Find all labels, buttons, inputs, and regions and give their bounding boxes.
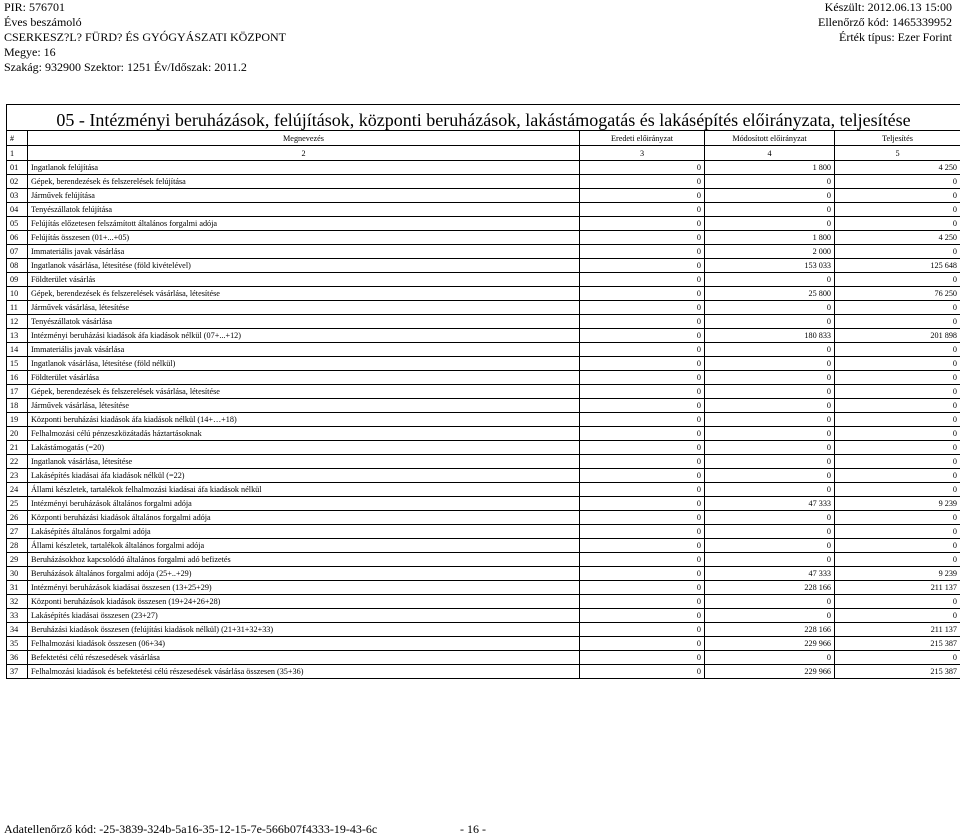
row-modified: 229 966 — [705, 665, 835, 679]
row-original: 0 — [580, 217, 705, 231]
value-type: Érték típus: Ezer Forint — [839, 30, 952, 44]
column-header-original: Eredeti előirányzat — [580, 131, 705, 146]
row-original: 0 — [580, 273, 705, 287]
row-original: 0 — [580, 329, 705, 343]
table-row — [7, 273, 960, 287]
table-row — [7, 413, 960, 427]
row-completion: 0 — [835, 539, 960, 553]
table-row — [7, 259, 960, 273]
row-original: 0 — [580, 553, 705, 567]
report-type: Éves beszámoló — [4, 15, 82, 29]
row-completion: 125 648 — [835, 259, 960, 273]
table-row — [7, 651, 960, 665]
row-number: 22 — [7, 455, 28, 469]
row-name: Központi beruházási kiadások áfa kiadások nélkül (14+…+18) — [28, 413, 580, 427]
table-row — [7, 469, 960, 483]
table-title: 05 - Intézményi beruházások, felújítások, központi beruházások, lakástámogatás és lakásépítés előirányzata, teljesítése — [56, 110, 911, 130]
row-original: 0 — [580, 287, 705, 301]
row-original: 0 — [580, 413, 705, 427]
row-completion: 0 — [835, 273, 960, 287]
row-modified: 0 — [705, 525, 835, 539]
row-modified: 0 — [705, 399, 835, 413]
row-modified: 2 000 — [705, 245, 835, 259]
row-name: Gépek, berendezések és felszerelések vásárlása, létesítése — [28, 287, 580, 301]
page-number: - 16 - — [460, 822, 486, 836]
table-row — [7, 609, 960, 623]
column-number-5: 5 — [835, 146, 960, 161]
row-number: 26 — [7, 511, 28, 525]
table-row — [7, 637, 960, 651]
row-name: Földterület vásárlás — [28, 273, 580, 287]
table-row — [7, 483, 960, 497]
row-completion: 211 137 — [835, 581, 960, 595]
row-name: Immateriális javak vásárlása — [28, 245, 580, 259]
row-modified: 0 — [705, 301, 835, 315]
row-number: 32 — [7, 595, 28, 609]
row-original: 0 — [580, 651, 705, 665]
row-number: 04 — [7, 203, 28, 217]
row-original: 0 — [580, 637, 705, 651]
row-modified: 0 — [705, 483, 835, 497]
row-modified: 228 166 — [705, 581, 835, 595]
row-modified: 228 166 — [705, 623, 835, 637]
column-header-name: Megnevezés — [28, 131, 580, 146]
table-row — [7, 161, 960, 175]
row-name: Beruházások általános forgalmi adója (25+..+29) — [28, 567, 580, 581]
row-number: 15 — [7, 357, 28, 371]
row-modified: 0 — [705, 203, 835, 217]
column-header-row — [7, 131, 960, 146]
row-original: 0 — [580, 371, 705, 385]
row-number: 18 — [7, 399, 28, 413]
row-original: 0 — [580, 539, 705, 553]
row-modified: 0 — [705, 385, 835, 399]
row-original: 0 — [580, 581, 705, 595]
row-number: 35 — [7, 637, 28, 651]
row-modified: 0 — [705, 413, 835, 427]
row-modified: 0 — [705, 315, 835, 329]
row-original: 0 — [580, 595, 705, 609]
row-modified: 229 966 — [705, 637, 835, 651]
row-modified: 0 — [705, 273, 835, 287]
row-name: Tenyészállatok felújítása — [28, 203, 580, 217]
row-name: Intézményi beruházások általános forgalmi adója — [28, 497, 580, 511]
table-row — [7, 539, 960, 553]
row-original: 0 — [580, 427, 705, 441]
table-row — [7, 665, 960, 679]
row-name: Beruházási kiadások összesen (felújítási kiadások nélkül) (21+31+32+33) — [28, 623, 580, 637]
row-original: 0 — [580, 357, 705, 371]
row-number: 02 — [7, 175, 28, 189]
row-name: Lakásépítés kiadásai áfa kiadások nélkül (=22) — [28, 469, 580, 483]
table-row — [7, 371, 960, 385]
row-original: 0 — [580, 189, 705, 203]
row-completion: 0 — [835, 511, 960, 525]
county: Megye: 16 — [4, 45, 56, 59]
row-modified: 0 — [705, 609, 835, 623]
row-name: Intézményi beruházások kiadásai összesen (13+25+29) — [28, 581, 580, 595]
row-name: Intézményi beruházási kiadások áfa kiadások nélkül (07+...+12) — [28, 329, 580, 343]
row-modified: 180 833 — [705, 329, 835, 343]
row-name: Gépek, berendezések és felszerelések vásárlása, létesítése — [28, 385, 580, 399]
row-original: 0 — [580, 567, 705, 581]
data-check-code: Adatellenőrző kód: -25-3839-324b-5a16-35-12-15-7e-566b07f4333-19-43-6c — [4, 822, 378, 836]
row-modified: 0 — [705, 371, 835, 385]
row-modified: 0 — [705, 511, 835, 525]
row-completion: 0 — [835, 189, 960, 203]
row-name: Felújítás összesen (01+...+05) — [28, 231, 580, 245]
row-original: 0 — [580, 665, 705, 679]
row-completion: 0 — [835, 483, 960, 497]
table-row — [7, 525, 960, 539]
row-name: Immateriális javak vásárlása — [28, 343, 580, 357]
row-number: 23 — [7, 469, 28, 483]
row-original: 0 — [580, 609, 705, 623]
row-name: Lakásépítés általános forgalmi adója — [28, 525, 580, 539]
row-original: 0 — [580, 203, 705, 217]
table-row — [7, 203, 960, 217]
row-original: 0 — [580, 301, 705, 315]
row-number: 05 — [7, 217, 28, 231]
row-original: 0 — [580, 455, 705, 469]
row-modified: 153 033 — [705, 259, 835, 273]
row-name: Ingatlanok vásárlása, létesítése — [28, 455, 580, 469]
report-header-left — [4, 0, 286, 75]
row-modified: 47 333 — [705, 497, 835, 511]
row-original: 0 — [580, 399, 705, 413]
table-row — [7, 455, 960, 469]
row-modified: 0 — [705, 469, 835, 483]
row-modified: 0 — [705, 553, 835, 567]
row-modified: 0 — [705, 217, 835, 231]
table-row — [7, 441, 960, 455]
row-completion: 0 — [835, 553, 960, 567]
row-original: 0 — [580, 623, 705, 637]
row-name: Tenyészállatok vásárlása — [28, 315, 580, 329]
row-number: 20 — [7, 427, 28, 441]
row-completion: 4 250 — [835, 161, 960, 175]
table-row — [7, 595, 960, 609]
row-original: 0 — [580, 525, 705, 539]
row-completion: 0 — [835, 525, 960, 539]
row-name: Járművek vásárlása, létesítése — [28, 301, 580, 315]
row-completion: 0 — [835, 469, 960, 483]
row-completion: 0 — [835, 245, 960, 259]
row-number: 30 — [7, 567, 28, 581]
table-body — [7, 161, 960, 679]
row-name: Járművek vásárlása, létesítése — [28, 399, 580, 413]
row-modified: 0 — [705, 357, 835, 371]
row-completion: 0 — [835, 217, 960, 231]
row-original: 0 — [580, 385, 705, 399]
row-number: 01 — [7, 161, 28, 175]
row-completion: 9 239 — [835, 567, 960, 581]
row-modified: 0 — [705, 175, 835, 189]
row-name: Felhalmozási kiadások és befektetési célú részesedések vásárlása összesen (35+36) — [28, 665, 580, 679]
row-modified: 47 333 — [705, 567, 835, 581]
row-number: 11 — [7, 301, 28, 315]
row-name: Ingatlanok vásárlása, létesítése (föld nélkül) — [28, 357, 580, 371]
row-name: Lakásépítés kiadásai összesen (23+27) — [28, 609, 580, 623]
row-name: Felhalmozási célú pénzeszközátadás háztartásoknak — [28, 427, 580, 441]
row-number: 16 — [7, 371, 28, 385]
row-number: 37 — [7, 665, 28, 679]
row-completion: 0 — [835, 203, 960, 217]
table-row — [7, 301, 960, 315]
report-header-right — [818, 0, 952, 45]
row-number: 09 — [7, 273, 28, 287]
row-completion: 201 898 — [835, 329, 960, 343]
table-title-box — [6, 104, 960, 131]
institution-name: CSERKESZ?L? FÜRD? ÉS GYÓGYÁSZATI KÖZPONT — [4, 30, 286, 44]
row-number: 27 — [7, 525, 28, 539]
table-row — [7, 399, 960, 413]
row-name: Lakástámogatás (=20) — [28, 441, 580, 455]
row-completion: 0 — [835, 343, 960, 357]
row-number: 21 — [7, 441, 28, 455]
row-modified: 0 — [705, 441, 835, 455]
row-number: 12 — [7, 315, 28, 329]
row-number: 17 — [7, 385, 28, 399]
row-original: 0 — [580, 483, 705, 497]
row-original: 0 — [580, 497, 705, 511]
row-completion: 0 — [835, 651, 960, 665]
row-number: 19 — [7, 413, 28, 427]
row-completion: 215 387 — [835, 665, 960, 679]
table-row — [7, 287, 960, 301]
row-completion: 0 — [835, 385, 960, 399]
row-number: 29 — [7, 553, 28, 567]
row-number: 14 — [7, 343, 28, 357]
row-number: 36 — [7, 651, 28, 665]
row-number: 31 — [7, 581, 28, 595]
row-completion: 0 — [835, 301, 960, 315]
table-row — [7, 189, 960, 203]
table-row — [7, 315, 960, 329]
row-modified: 1 800 — [705, 231, 835, 245]
row-name: Központi beruházások kiadások összesen (19+24+26+28) — [28, 595, 580, 609]
table-row — [7, 581, 960, 595]
table-row — [7, 497, 960, 511]
check-code: Ellenőrző kód: 1465339952 — [818, 15, 952, 29]
row-name: Felújítás előzetesen felszámított általános forgalmi adója — [28, 217, 580, 231]
row-completion: 0 — [835, 399, 960, 413]
row-completion: 0 — [835, 609, 960, 623]
row-name: Beruházásokhoz kapcsolódó általános forgalmi adó befizetés — [28, 553, 580, 567]
row-name: Ingatlanok vásárlása, létesítése (föld kivételével) — [28, 259, 580, 273]
row-number: 28 — [7, 539, 28, 553]
column-number-3: 3 — [580, 146, 705, 161]
row-name: Befektetési célú részesedések vásárlása — [28, 651, 580, 665]
table-row — [7, 427, 960, 441]
row-completion: 0 — [835, 595, 960, 609]
table-row — [7, 567, 960, 581]
row-name: Ingatlanok felújítása — [28, 161, 580, 175]
row-number: 03 — [7, 189, 28, 203]
row-completion: 0 — [835, 357, 960, 371]
created-date: Készült: 2012.06.13 15:00 — [824, 0, 952, 14]
data-table — [6, 130, 960, 679]
table-row — [7, 511, 960, 525]
pir-code: PIR: 576701 — [4, 0, 66, 14]
row-completion: 0 — [835, 315, 960, 329]
row-completion: 0 — [835, 427, 960, 441]
row-original: 0 — [580, 259, 705, 273]
row-modified: 0 — [705, 651, 835, 665]
row-number: 25 — [7, 497, 28, 511]
table-row — [7, 343, 960, 357]
row-original: 0 — [580, 441, 705, 455]
row-completion: 215 387 — [835, 637, 960, 651]
row-completion: 0 — [835, 413, 960, 427]
table-row — [7, 357, 960, 371]
row-modified: 0 — [705, 427, 835, 441]
column-number-1: 1 — [7, 146, 28, 161]
row-number: 08 — [7, 259, 28, 273]
row-name: Földterület vásárlása — [28, 371, 580, 385]
column-header-completion: Teljesítés — [835, 131, 960, 146]
column-number-2: 2 — [28, 146, 580, 161]
row-original: 0 — [580, 469, 705, 483]
row-modified: 0 — [705, 189, 835, 203]
row-completion: 9 239 — [835, 497, 960, 511]
row-modified: 0 — [705, 343, 835, 357]
row-modified: 0 — [705, 455, 835, 469]
row-name: Központi beruházási kiadások általános forgalmi adója — [28, 511, 580, 525]
table-row — [7, 217, 960, 231]
row-original: 0 — [580, 161, 705, 175]
column-number-4: 4 — [705, 146, 835, 161]
row-completion: 0 — [835, 441, 960, 455]
row-name: Járművek felújítása — [28, 189, 580, 203]
row-name: Gépek, berendezések és felszerelések felújítása — [28, 175, 580, 189]
table-row — [7, 329, 960, 343]
row-number: 24 — [7, 483, 28, 497]
row-modified: 0 — [705, 539, 835, 553]
row-number: 33 — [7, 609, 28, 623]
row-number: 06 — [7, 231, 28, 245]
row-name: Állami készletek, tartalékok felhalmozási kiadásai áfa kiadások nélkül — [28, 483, 580, 497]
row-modified: 1 800 — [705, 161, 835, 175]
row-modified: 25 800 — [705, 287, 835, 301]
table-row — [7, 231, 960, 245]
row-number: 34 — [7, 623, 28, 637]
row-original: 0 — [580, 343, 705, 357]
table-row — [7, 245, 960, 259]
row-original: 0 — [580, 511, 705, 525]
row-completion: 0 — [835, 455, 960, 469]
row-original: 0 — [580, 175, 705, 189]
table-row — [7, 553, 960, 567]
row-name: Felhalmozási kiadások összesen (06+34) — [28, 637, 580, 651]
table-row — [7, 385, 960, 399]
row-number: 13 — [7, 329, 28, 343]
row-completion: 0 — [835, 371, 960, 385]
row-number: 07 — [7, 245, 28, 259]
column-header-modified: Módosított előirányzat — [705, 131, 835, 146]
sector-info: Szakág: 932900 Szektor: 1251 Év/Időszak: 2011.2 — [4, 60, 247, 74]
row-completion: 4 250 — [835, 231, 960, 245]
row-original: 0 — [580, 231, 705, 245]
table-row — [7, 175, 960, 189]
row-name: Állami készletek, tartalékok általános forgalmi adója — [28, 539, 580, 553]
row-completion: 0 — [835, 175, 960, 189]
row-number: 10 — [7, 287, 28, 301]
column-header-number: # — [7, 131, 28, 146]
row-modified: 0 — [705, 595, 835, 609]
row-original: 0 — [580, 245, 705, 259]
row-completion: 211 137 — [835, 623, 960, 637]
row-original: 0 — [580, 315, 705, 329]
row-completion: 76 250 — [835, 287, 960, 301]
column-number-row — [7, 146, 960, 161]
table-row — [7, 623, 960, 637]
